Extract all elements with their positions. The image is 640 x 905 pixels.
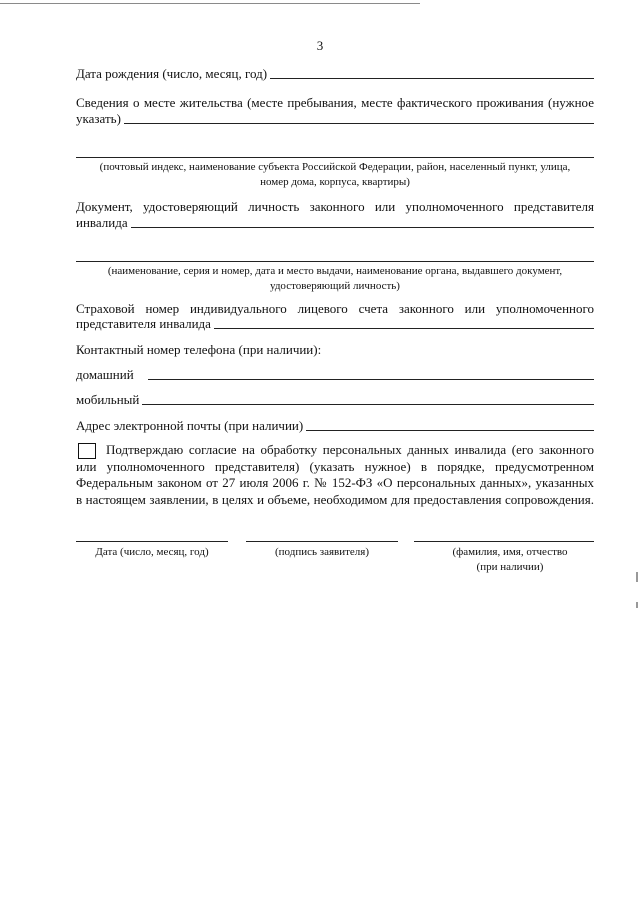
- document-caption-line2: удостоверяющий личность): [270, 280, 400, 292]
- birth-date-field[interactable]: [270, 77, 594, 79]
- mobile-phone-label: мобильный: [76, 392, 140, 407]
- snils-row: [76, 316, 594, 332]
- birth-date-label: Дата рождения (число, месяц, год): [76, 66, 268, 81]
- signature-label: (подпись заявителя): [274, 546, 370, 558]
- residence-label-line2: указать): [76, 111, 121, 126]
- document-caption: [76, 264, 594, 294]
- email-label: Адрес электронной почты (при наличии): [76, 418, 304, 433]
- consent-text: [76, 442, 594, 508]
- snils-field[interactable]: [214, 327, 594, 329]
- consent-line4: в настоящем заявлении, в целях и объеме, необходимом для предоставления сопровождения.: [76, 491, 594, 507]
- consent-line3: Федеральным законом от 27 июля 2006 г. № 152-ФЗ «О персональных данных», указанных: [76, 475, 594, 490]
- residence-field-line2[interactable]: [76, 157, 594, 158]
- document-label-line2: инвалида: [76, 215, 128, 230]
- mobile-phone-row: [76, 392, 594, 408]
- residence-row: [76, 111, 594, 127]
- consent-line1: Подтверждаю согласие на обработку персональных данных инвалида (его законного: [106, 442, 594, 457]
- phone-label: Контактный номер телефона (при наличии):: [76, 342, 322, 357]
- mobile-phone-field[interactable]: [142, 403, 594, 405]
- scan-top-edge: [0, 3, 420, 4]
- email-row: [76, 418, 594, 434]
- home-phone-label: домашний: [76, 367, 134, 382]
- page-number: 3: [316, 38, 324, 53]
- scan-edge-mark: [636, 572, 638, 582]
- scan-edge-mark: [636, 602, 638, 608]
- full-name-label: [420, 545, 600, 575]
- document-label-line1: Документ, удостоверяющий личность законного или уполномоченного представителя: [76, 199, 594, 214]
- residence-caption: [76, 160, 594, 190]
- full-name-label-line2: (при наличии): [476, 561, 544, 573]
- document-field[interactable]: [131, 226, 594, 228]
- document-caption-line1: (наименование, серия и номер, дата и место выдачи, наименование органа, выдавшего документ,: [107, 265, 563, 277]
- document-field-line2[interactable]: [76, 261, 594, 262]
- residence-field[interactable]: [124, 122, 594, 124]
- date-signature-label: Дата (число, месяц, год): [95, 546, 209, 558]
- consent-line2: или уполномоченного представителя) (указать нужное) в порядке, предусмотренном: [76, 458, 594, 474]
- home-phone-field[interactable]: [148, 378, 594, 380]
- full-name-line[interactable]: [414, 541, 594, 542]
- document-row: [76, 215, 594, 231]
- date-signature-line[interactable]: [76, 541, 228, 542]
- residence-caption-line1: (почтовый индекс, наименование субъекта Российской Федерации, район, населенный пункт, улица,: [99, 161, 571, 173]
- signature-line[interactable]: [246, 541, 398, 542]
- full-name-label-line1: (фамилия, имя, отчество: [452, 546, 568, 558]
- email-field[interactable]: [306, 429, 594, 431]
- home-phone-row: [76, 367, 594, 383]
- residence-caption-line2: номер дома, корпуса, квартиры): [260, 176, 410, 188]
- residence-label-line1: Сведения о месте жительства (месте пребывания, месте фактического проживания (нужное: [76, 95, 594, 110]
- birth-date-row: [76, 66, 594, 82]
- snils-label-line1: Страховой номер индивидуального лицевого счета законного или уполномоченного: [76, 301, 594, 316]
- snils-label-line2: представителя инвалида: [76, 316, 211, 331]
